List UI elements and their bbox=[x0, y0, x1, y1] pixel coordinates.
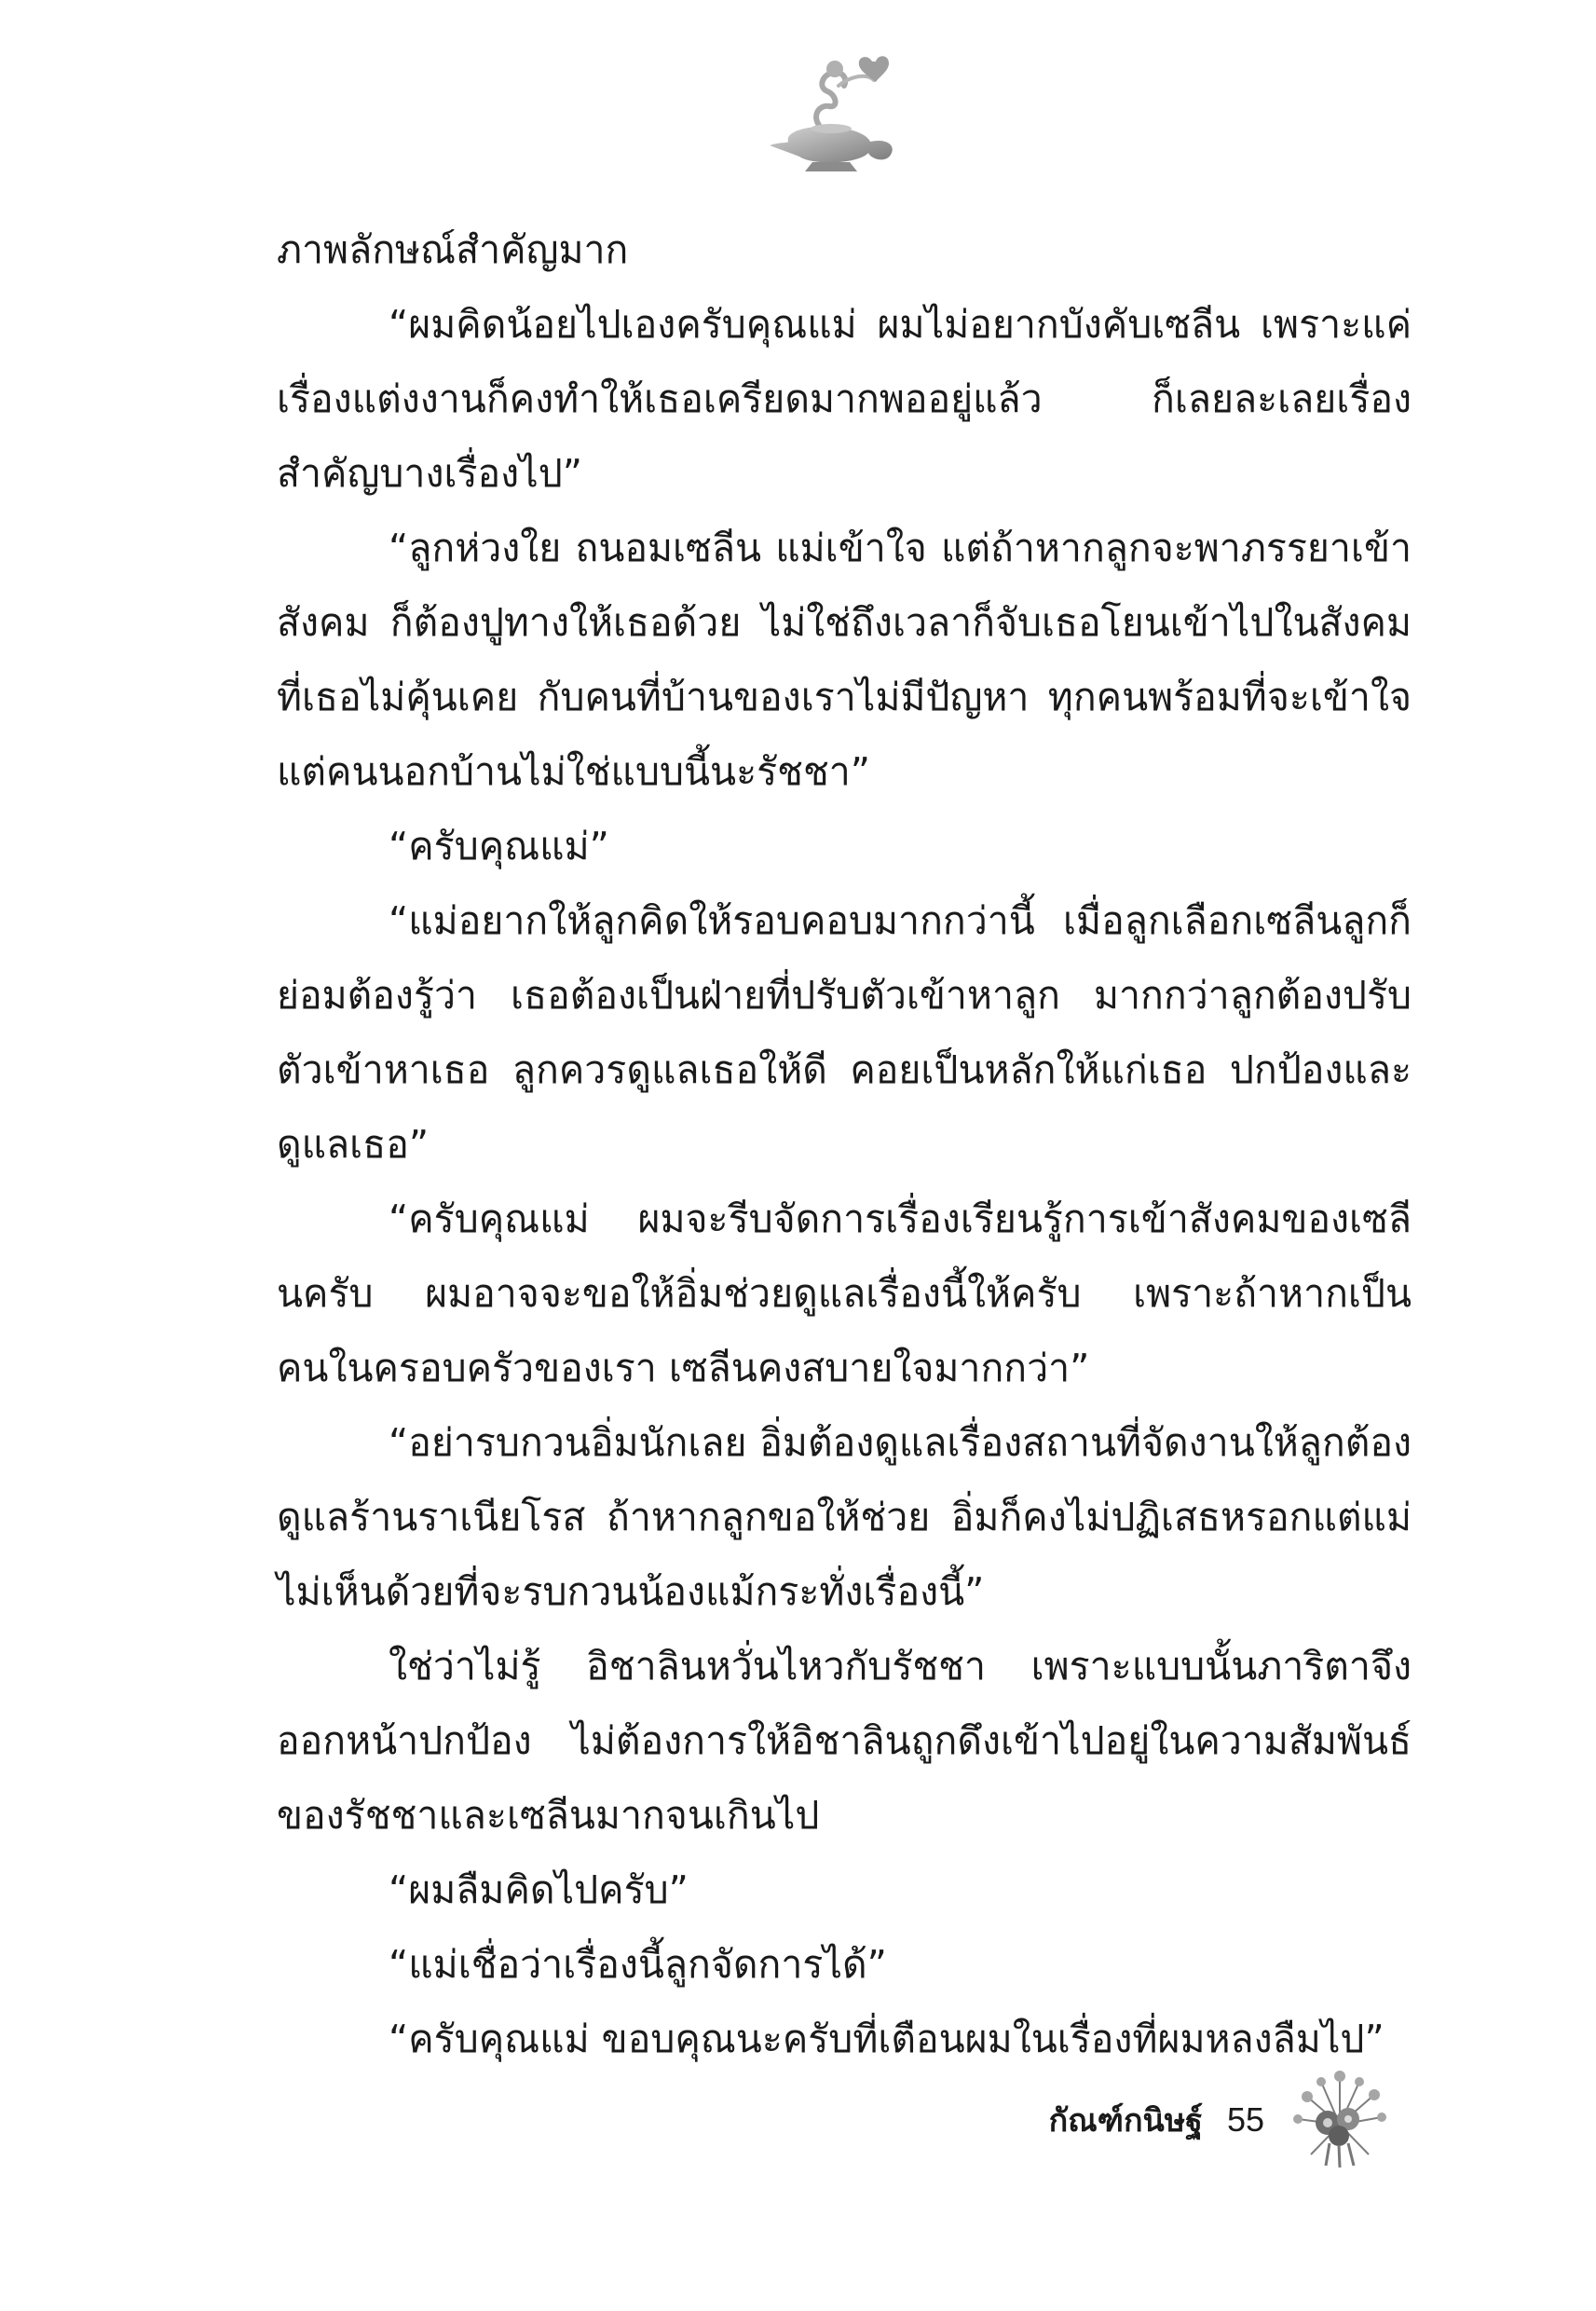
paragraph-5: “แม่อยากให้ลูกคิดให้รอบคอบมากกว่านี้ เมื่อลูกเลือกเซลีนลูกก็ย่อมต้องรู้ว่า เธอต้องเป็นฝ่ายที่ปรับตัวเข้าหาลูก มากกว่าลูกต้องปรับตัวเข้าหาเธอ ลูกควรดูแลเธอให้ดี คอยเป็นหลักให้แก่เธอ ปกป้องและดูแลเธอ” bbox=[277, 898, 1412, 1167]
page-footer bbox=[1049, 2069, 1391, 2171]
page-number: 55 bbox=[1226, 2100, 1264, 2139]
paragraph-10: “แม่เชื่อว่าเรื่องนี้ลูกจัดการได้” bbox=[389, 1942, 887, 1987]
paragraph-4: “ครับคุณแม่” bbox=[389, 824, 609, 868]
paragraph-11: “ครับคุณแม่ ขอบคุณนะครับที่เตือนผมในเรื่องที่ผมหลงลืมไป” bbox=[389, 2017, 1385, 2061]
book-title: กัณฑ์กนิษฐ์ bbox=[1048, 2102, 1203, 2140]
paragraph-9: “ผมลืมคิดไปครับ” bbox=[389, 1867, 689, 1912]
chapter-body-text bbox=[277, 212, 1412, 2076]
flower-bouquet-icon bbox=[1289, 2069, 1391, 2171]
paragraph-8: ใช่ว่าไม่รู้ อิชาลินหวั่นไหวกับรัชชา เพราะแบบนั้นภาริตาจึงออกหน้าปกป้อง ไม่ต้องการให้อิชาลินถูกดึงเข้าไปอยู่ในความสัมพันธ์ของรัชชาและเซลีนมากจนเกินไป bbox=[277, 1644, 1412, 1838]
paragraph-1: ภาพลักษณ์สำคัญมาก bbox=[277, 227, 629, 272]
paragraph-3: “ลูกห่วงใย ถนอมเซลีน แม่เข้าใจ แต่ถ้าหากลูกจะพาภรรยาเข้าสังคม ก็ต้องปูทางให้เธอด้วย ไม่ใช่ถึงเวลาก็จับเธอโยนเข้าไปในสังคมที่เธอไม่คุ้นเคย กับคนที่บ้านของเราไม่มีปัญหา ทุกคนพร้อมที่จะเข้าใจ แต่คนนอกบ้านไม่ใช่แบบนี้นะรัชชา” bbox=[277, 526, 1412, 794]
paragraph-2: “ผมคิดน้อยไปเองครับคุณแม่ ผมไม่อยากบังคับเซลีน เพราะแค่เรื่องแต่งงานก็คงทำให้เธอเครียดมากพออยู่แล้ว ก็เลยละเลยเรื่องสำคัญบางเรื่องไป” bbox=[277, 302, 1412, 496]
paragraph-6: “ครับคุณแม่ ผมจะรีบจัดการเรื่องเรียนรู้การเข้าสังคมของเซลีนครับ ผมอาจจะขอให้อิ่มช่วยดูแลเรื่องนี้ให้ครับ เพราะถ้าหากเป็นคนในครอบครัวของเรา เซลีนคงสบายใจมากกว่า” bbox=[277, 1197, 1412, 1390]
genie-lamp-ornament-icon bbox=[757, 48, 906, 179]
paragraph-7: “อย่ารบกวนอิ่มนักเลย อิ่มต้องดูแลเรื่องสถานที่จัดงานให้ลูกต้องดูแลร้านราเนียโรส ถ้าหากลูกขอให้ช่วย อิ่มก็คงไม่ปฏิเสธหรอกแต่แม่ไม่เห็นด้วยที่จะรบกวนน้องแม้กระทั่งเรื่องนี้” bbox=[277, 1420, 1412, 1614]
